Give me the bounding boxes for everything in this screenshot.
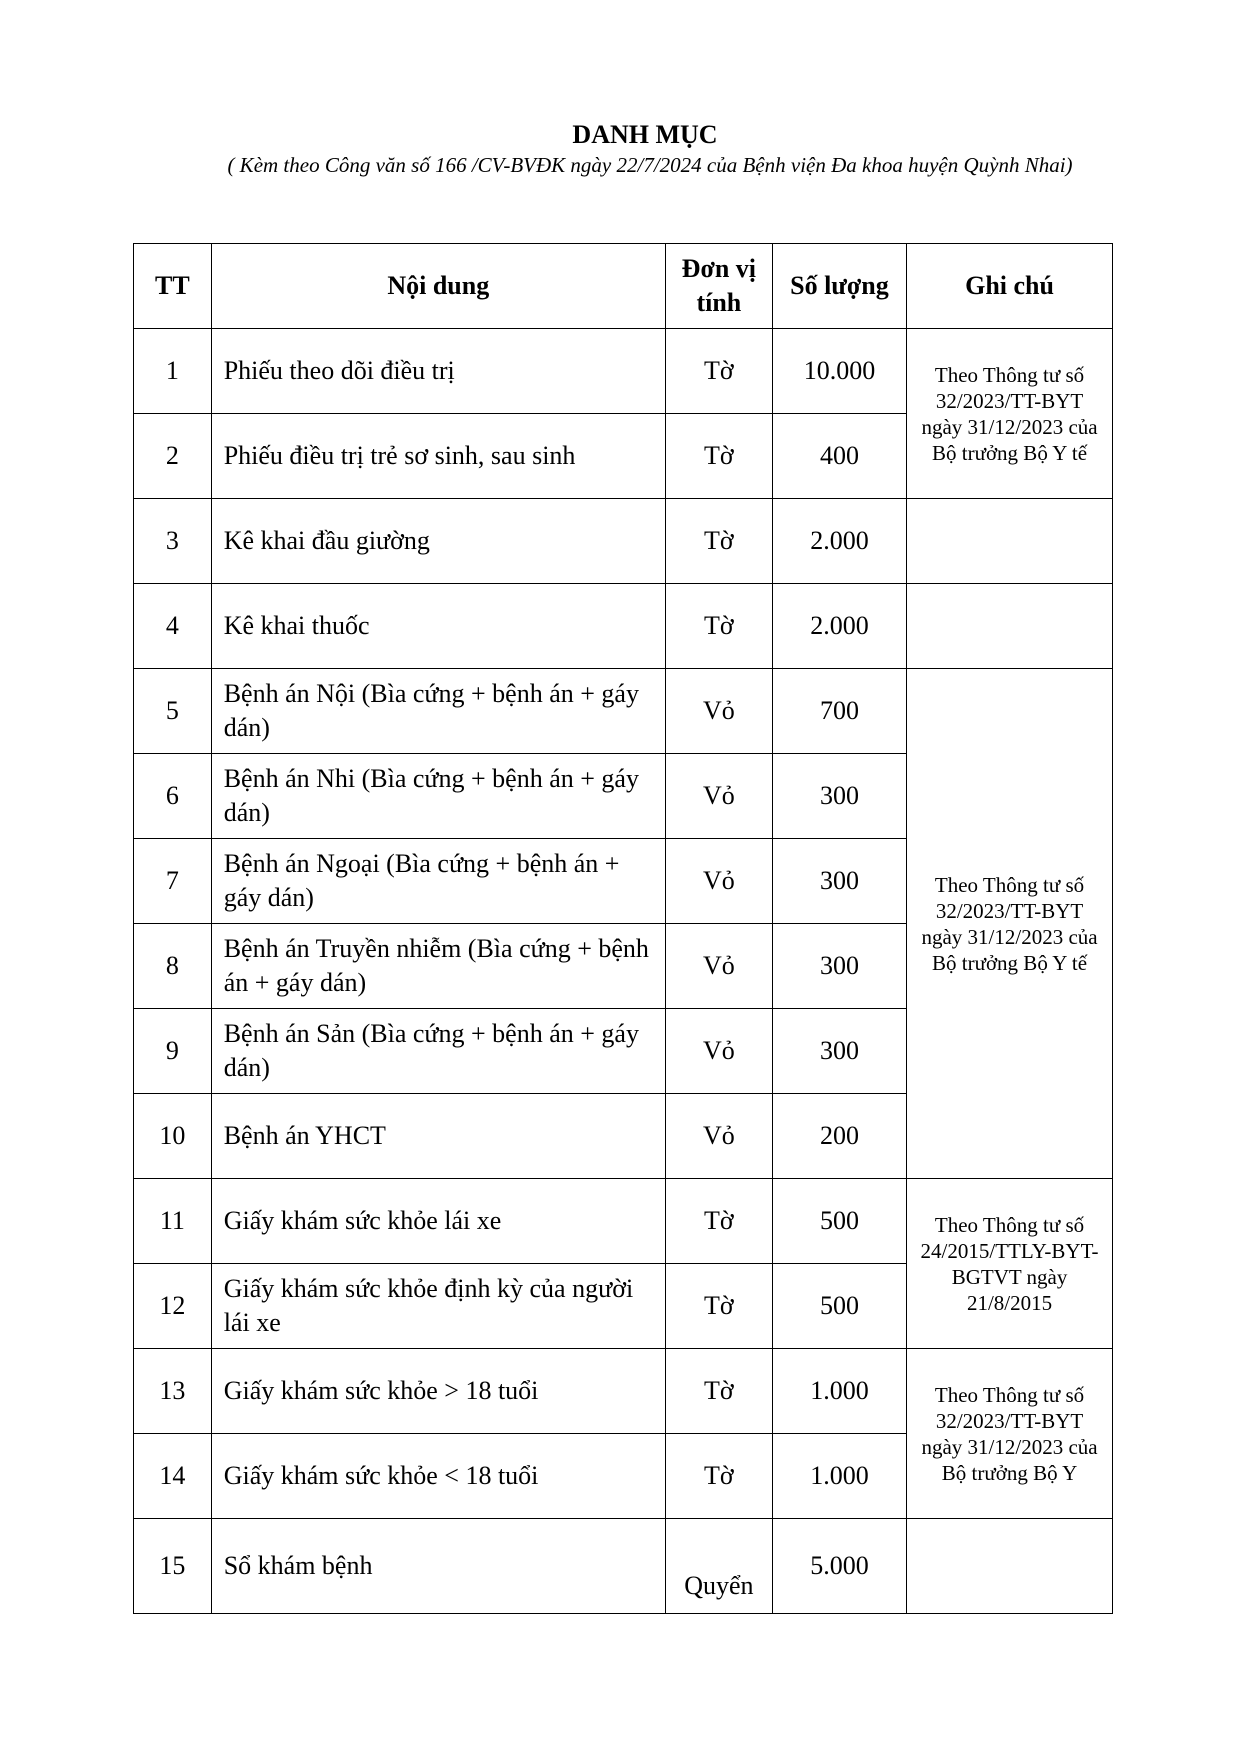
table-row	[134, 1519, 1113, 1614]
row-unit: Vỏ	[665, 924, 772, 1009]
row-unit: Quyển	[665, 1519, 772, 1614]
row-unit: Tờ	[665, 329, 772, 414]
row-quantity: 1.000	[772, 1434, 906, 1519]
row-number: 13	[134, 1349, 212, 1434]
document-title: DANH MỤC	[572, 120, 718, 149]
row-number: 2	[134, 414, 212, 499]
row-content: Bệnh án Ngoại (Bìa cứng + bệnh án + gáy dán)	[211, 839, 665, 924]
row-content: Phiếu điều trị trẻ sơ sinh, sau sinh	[211, 414, 665, 499]
row-unit: Tờ	[665, 584, 772, 669]
header-qty: Số lượng	[772, 244, 906, 329]
row-content: Kê khai thuốc	[211, 584, 665, 669]
row-number: 6	[134, 754, 212, 839]
table-header-row	[134, 244, 1113, 329]
row-number: 7	[134, 839, 212, 924]
row-number: 11	[134, 1179, 212, 1264]
row-number: 5	[134, 669, 212, 754]
row-content: Bệnh án Sản (Bìa cứng + bệnh án + gáy dán)	[211, 1009, 665, 1094]
row-number: 4	[134, 584, 212, 669]
row-note: Theo Thông tư số 32/2023/TT-BYT ngày 31/12/2023 của Bộ trưởng Bộ Y tế	[907, 669, 1113, 1179]
row-quantity: 300	[772, 924, 906, 1009]
row-content: Kê khai đầu giường	[211, 499, 665, 584]
header-note: Ghi chú	[907, 244, 1113, 329]
row-number: 1	[134, 329, 212, 414]
row-unit: Vỏ	[665, 1094, 772, 1179]
row-note: Theo Thông tư số 24/2015/TTLY-BYT-BGTVT ngày 21/8/2015	[907, 1179, 1113, 1349]
row-unit: Vỏ	[665, 754, 772, 839]
row-unit: Vỏ	[665, 839, 772, 924]
row-note-empty	[907, 499, 1113, 584]
row-number: 3	[134, 499, 212, 584]
header-unit: Đơn vị tính	[665, 244, 772, 329]
table-row	[134, 1179, 1113, 1264]
row-content: Giấy khám sức khỏe định kỳ của người lái xe	[211, 1264, 665, 1349]
table-row	[134, 1349, 1113, 1434]
items-table	[133, 243, 1113, 1614]
row-quantity: 300	[772, 839, 906, 924]
row-content: Giấy khám sức khỏe < 18 tuổi	[211, 1434, 665, 1519]
row-number: 14	[134, 1434, 212, 1519]
row-number: 12	[134, 1264, 212, 1349]
row-quantity: 1.000	[772, 1349, 906, 1434]
row-unit: Tờ	[665, 414, 772, 499]
header-tt: TT	[134, 244, 212, 329]
table-row	[134, 329, 1113, 414]
row-number: 15	[134, 1519, 212, 1614]
row-unit: Vỏ	[665, 669, 772, 754]
row-quantity: 5.000	[772, 1519, 906, 1614]
row-quantity: 10.000	[772, 329, 906, 414]
header-content: Nội dung	[211, 244, 665, 329]
document-subtitle: ( Kèm theo Công văn số 166 /CV-BVĐK ngày 22/7/2024 của Bệnh viện Đa khoa huyện Quỳnh Nhai)	[227, 153, 1073, 177]
row-content: Bệnh án YHCT	[211, 1094, 665, 1179]
row-note: Theo Thông tư số 32/2023/TT-BYT ngày 31/12/2023 của Bộ trưởng Bộ Y	[907, 1349, 1113, 1519]
row-content: Phiếu theo dõi điều trị	[211, 329, 665, 414]
row-quantity: 700	[772, 669, 906, 754]
row-number: 10	[134, 1094, 212, 1179]
row-unit: Tờ	[665, 1349, 772, 1434]
row-unit: Tờ	[665, 499, 772, 584]
row-quantity: 300	[772, 754, 906, 839]
row-content: Bệnh án Truyền nhiễm (Bìa cứng + bệnh án + gáy dán)	[211, 924, 665, 1009]
row-quantity: 400	[772, 414, 906, 499]
row-unit: Vỏ	[665, 1009, 772, 1094]
table-row	[134, 669, 1113, 754]
row-unit: Tờ	[665, 1264, 772, 1349]
row-unit: Tờ	[665, 1434, 772, 1519]
row-number: 8	[134, 924, 212, 1009]
row-number: 9	[134, 1009, 212, 1094]
row-quantity: 2.000	[772, 584, 906, 669]
row-quantity: 300	[772, 1009, 906, 1094]
row-note-empty	[907, 1519, 1113, 1614]
table-row	[134, 584, 1113, 669]
row-note: Theo Thông tư số 32/2023/TT-BYT ngày 31/12/2023 của Bộ trưởng Bộ Y tế	[907, 329, 1113, 499]
row-content: Bệnh án Nhi (Bìa cứng + bệnh án + gáy dán)	[211, 754, 665, 839]
row-quantity: 200	[772, 1094, 906, 1179]
table-row	[134, 499, 1113, 584]
row-content: Giấy khám sức khỏe lái xe	[211, 1179, 665, 1264]
row-quantity: 500	[772, 1264, 906, 1349]
row-content: Sổ khám bệnh	[211, 1519, 665, 1614]
row-quantity: 500	[772, 1179, 906, 1264]
row-note-empty	[907, 584, 1113, 669]
row-quantity: 2.000	[772, 499, 906, 584]
row-unit: Tờ	[665, 1179, 772, 1264]
row-content: Bệnh án Nội (Bìa cứng + bệnh án + gáy dán)	[211, 669, 665, 754]
row-content: Giấy khám sức khỏe > 18 tuổi	[211, 1349, 665, 1434]
